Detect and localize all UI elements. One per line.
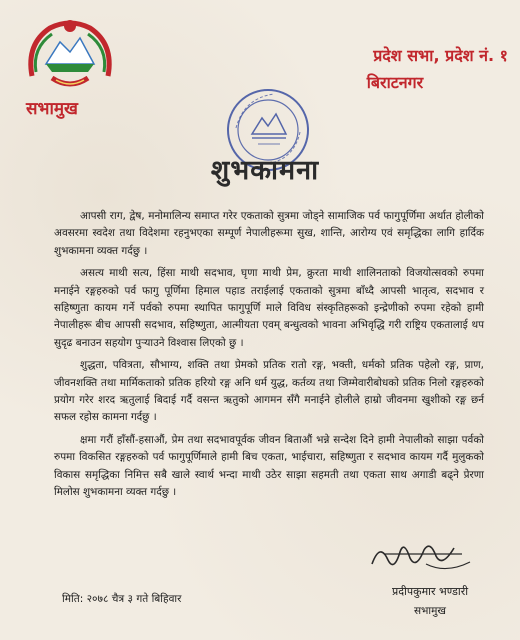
signer-title: सभामुख [413, 605, 447, 617]
date-line: मिति: २०७८ चैत्र ३ गते बिहिवार [62, 593, 182, 605]
body-paragraph: क्षमा गरौं हाँसौं-हसाऔं, प्रेम तथा सदभावपूर्वक जीवन बिताऔं भन्ने सन्देश दिने हामी नेपालीको साझा पर्वको रुपमा विकसित रङ्गहरुको पर्व फागुपूर्णिमाले हामी बिच एकता, भाईचारा, सहिष्णुता र सदभाव कायम गर्दै मुलुकको विकास समृद्धिका निमित्त सबै खाले स्वार्थ भन्दा माथी उठेर साझा सहमती तथा एकता साथ अगाडी बढ्ने प्रेरणा मिलोस शुभकामना व्यक्त गर्दछु । [54, 433, 484, 499]
body-paragraph: शुद्धता, पवित्रता, सौभाग्य, शक्ति तथा प्रेमको प्रतिक रातो रङ्ग, भक्ती, धर्मको प्रतिक पहेलो रङ्ग, प्राण, जीवनशक्ति तथा मार्मिकताको प्रतिक हरियो रङ्ग अनि धर्म युद्ध, कर्तव्य तथा जिम्मेवारीबोधको प्रतिक निलो रङ्गहरुको प्रयोग गरेर शरद ऋतुलाई बिदाई गर्दै वसन्त ऋतुको आगमन सँगै मनाईने होलीले हाम्रो जीवनमा खुशीको रङ्ग छर्न सफल रहोस कामना गर्दछु । [54, 359, 484, 424]
nepal-emblem-icon [22, 14, 118, 96]
letter-heading: शुभकामना [210, 155, 320, 186]
body-paragraph: आपसी राग, द्वेष, मनोमालिन्य समाप्त गरेर एकताको सुत्रमा जोड्ने सामाजिक पर्व फागुपूर्णिमा अर्थात होलीको अवसरमा स्वदेश तथा विदेशमा रहनुभएका सम्पूर्ण नेपालीहरूमा सुख, शान्ति, आरोग्य एवं समृद्धिका लागि हार्दिक शुभकामना व्यक्त गर्दछु । [54, 210, 484, 257]
letter-body [54, 208, 484, 507]
signer-name: प्रदीपकुमार भण्डारी [391, 585, 469, 598]
office-label: सभामुख [26, 99, 78, 119]
assembly-city: बिराटनगर [366, 73, 424, 92]
signature-icon [366, 534, 476, 578]
body-paragraph: असत्य माथी सत्य, हिंसा माथी सदभाव, घृणा माथी प्रेम, क्रुरता माथी शालिनताको विजयोत्सवको रुपमा मनाईने रङ्गहरुको पर्व फागु पूर्णिमा हिमाल पहाड तराईलाई एकताको सुत्रमा बाँध्दै आपसी भातृत्व, सदभाव र सहिष्णुता कायम गर्ने पर्वको रुपमा स्थापित फागुपूर्णि माले विविध संस्कृतिहरूको इन्द्रेणीको रुपमा रहेको हामी नेपालीहरू बीच आपसी सदभाव, सहिष्णुता, आत्मीयता एवम् बन्धुत्वको भावना अभिवृद्धि गरी राष्ट्रिय एकतालाई थप सुदृढ बनाउन सहयोग पुऱ्याउने विश्वास लिएको छु । [54, 267, 484, 349]
assembly-title: प्रदेश सभा, प्रदेश नं. १ [373, 46, 508, 65]
